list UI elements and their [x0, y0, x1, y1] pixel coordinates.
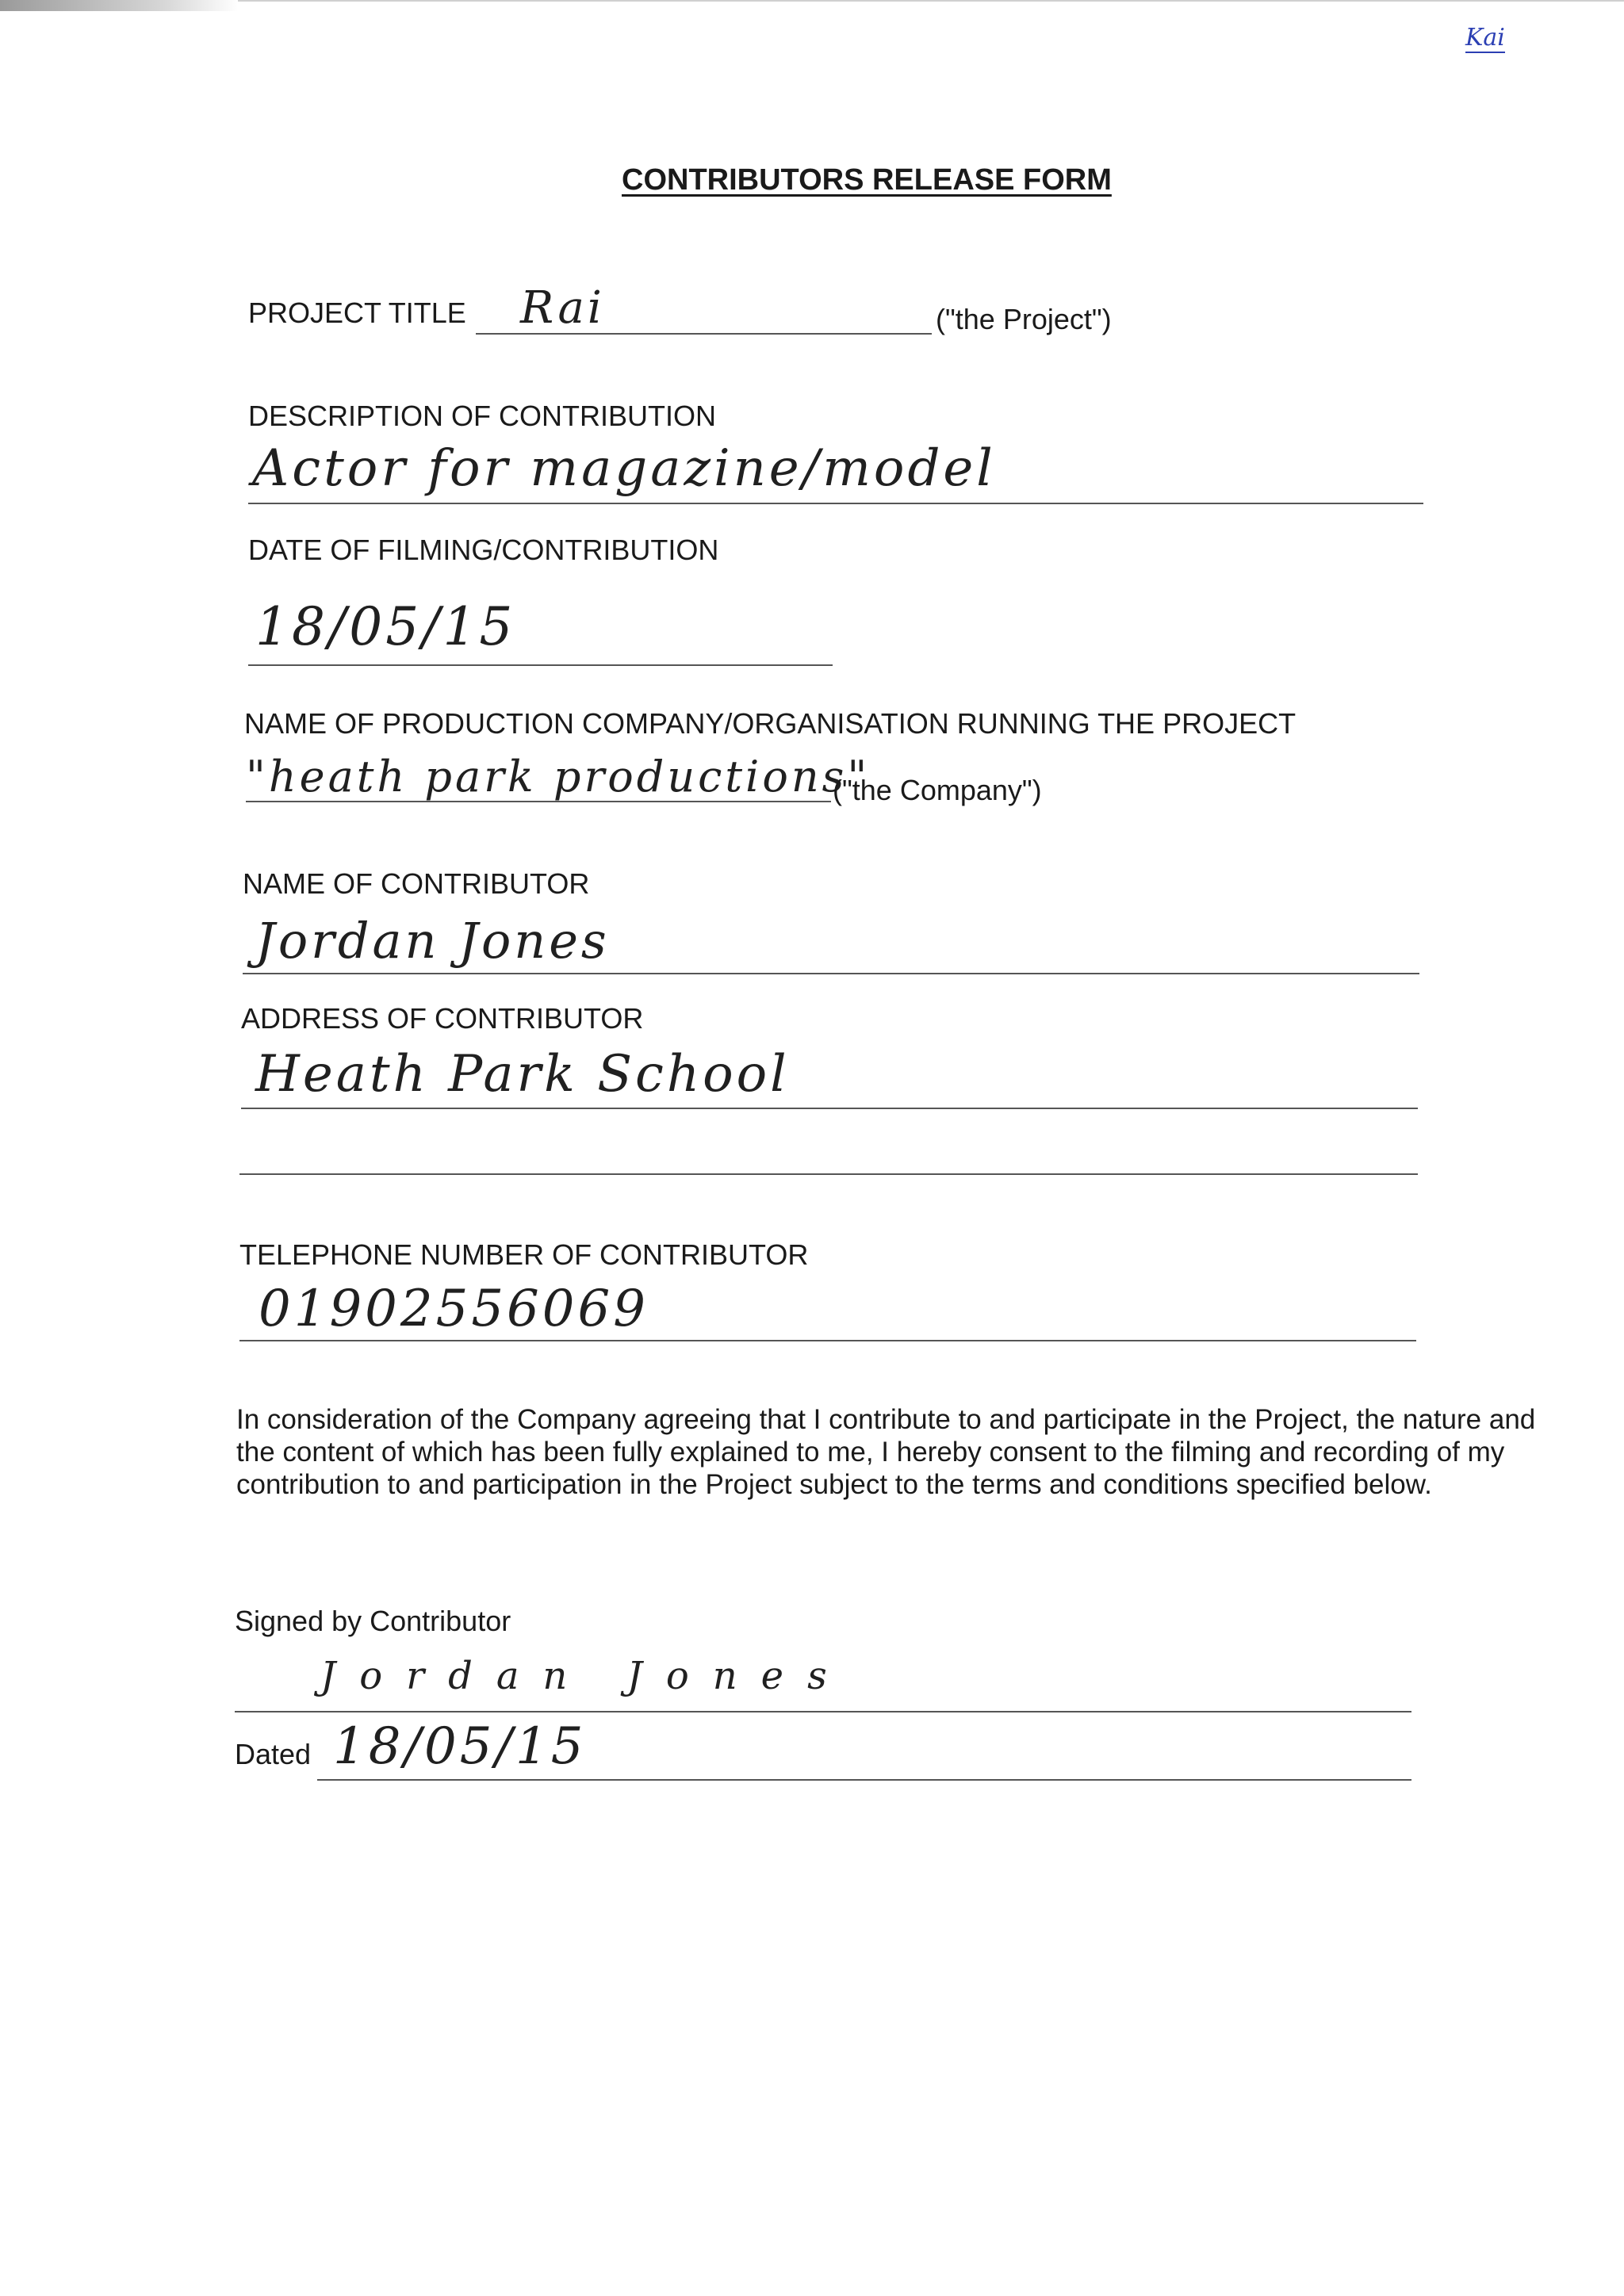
description-line — [248, 503, 1423, 504]
company-value[interactable]: "heath park productions" — [246, 752, 871, 802]
description-value[interactable]: Actor for magazine/model — [252, 439, 996, 498]
dated-label: Dated — [235, 1738, 312, 1770]
date-of-filming-label: DATE OF FILMING/CONTRIBUTION — [248, 534, 719, 566]
contributor-name-line — [243, 973, 1419, 974]
project-title-label: PROJECT TITLE — [248, 297, 466, 329]
company-label: NAME OF PRODUCTION COMPANY/ORGANISATION RUNNING THE PROJECT — [244, 707, 1297, 740]
contributor-name-value[interactable]: Jordan Jones — [255, 912, 610, 970]
dated-value[interactable]: 18/05/15 — [333, 1717, 587, 1776]
signature-line — [235, 1711, 1411, 1712]
date-of-filming-value[interactable]: 18/05/15 — [255, 596, 516, 657]
date-of-filming-line — [248, 664, 833, 666]
address-line-1 — [241, 1108, 1418, 1109]
scan-top-edge — [238, 0, 1624, 2]
contributor-name-label: NAME OF CONTRIBUTOR — [243, 867, 590, 900]
corner-initials: Kai — [1465, 24, 1505, 52]
scan-edge-mark — [0, 0, 238, 11]
project-title-value[interactable]: Rai — [520, 282, 605, 334]
dated-line — [317, 1779, 1411, 1781]
company-suffix: ("the Company") — [833, 774, 1042, 806]
form-title: CONTRIBUTORS RELEASE FORM — [622, 163, 1112, 197]
telephone-line — [239, 1340, 1416, 1341]
address-value[interactable]: Heath Park School — [255, 1045, 790, 1104]
description-label: DESCRIPTION OF CONTRIBUTION — [248, 400, 717, 432]
telephone-value[interactable]: 01902556069 — [259, 1280, 649, 1338]
signed-label: Signed by Contributor — [235, 1605, 511, 1637]
consent-paragraph: In consideration of the Company agreeing that I contribute to and participate in the Project, the nature and the content of which has been fully explained to me, I hereby consent to the filming and recording of my contribution to and participation in the Project subject to the terms and conditions specified below. — [236, 1404, 1536, 1500]
telephone-label: TELEPHONE NUMBER OF CONTRIBUTOR — [239, 1238, 809, 1271]
signature-value[interactable]: Jordan Jones — [320, 1654, 851, 1698]
project-suffix: ("the Project") — [936, 303, 1112, 335]
company-line — [246, 801, 831, 802]
address-line-2 — [239, 1173, 1418, 1175]
address-label: ADDRESS OF CONTRIBUTOR — [241, 1002, 644, 1035]
